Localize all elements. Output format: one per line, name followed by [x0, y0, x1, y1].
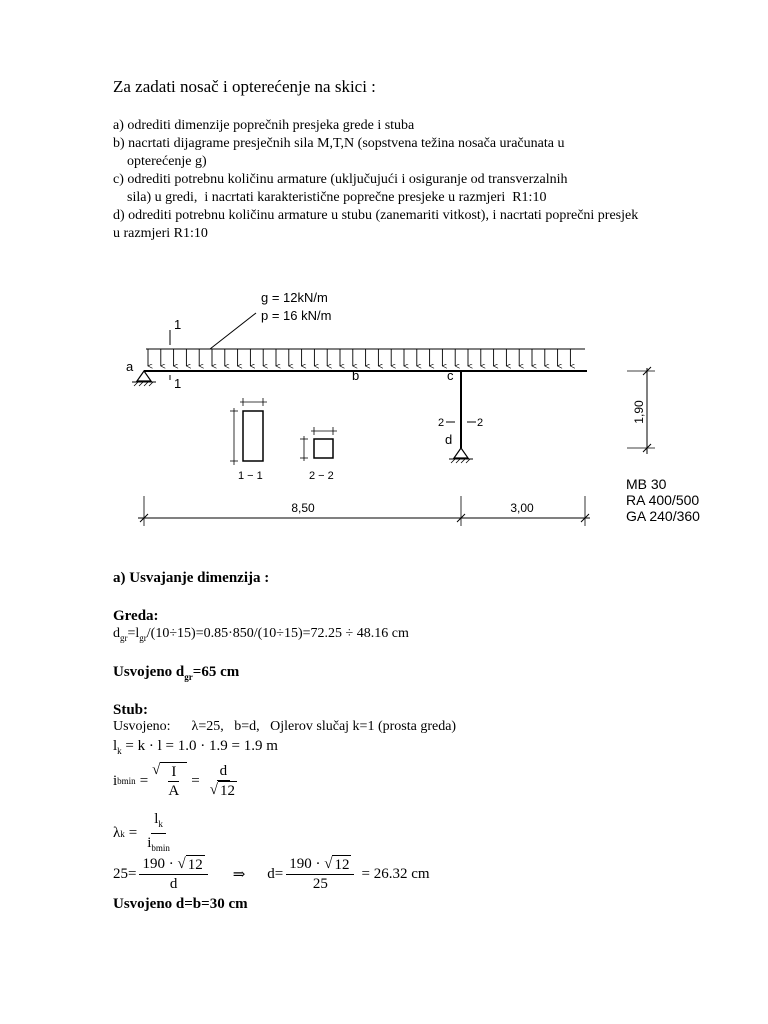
- section-2-right-label: 2: [477, 417, 484, 429]
- task-b: b) nacrtati dijagrame presječnih sila M,T,N (sopstvena težina nosača uračunata u: [113, 136, 565, 151]
- structure-figure: [0, 270, 768, 540]
- load-leader-line: [210, 313, 256, 349]
- stub-adopted-line: Usvojeno: λ=25, b=d, Ojlerov slučaj k=1 (prosta greda): [113, 719, 457, 734]
- lk-formula: $l_k = k \cdot l = 1.0 \cdot 1.9 = 1.9$ m: [113, 738, 278, 756]
- material-ga: GA 240/360: [626, 508, 700, 524]
- task-d-cont: u razmjeri R1:10: [113, 226, 208, 241]
- load-g-label: g = 12kN/m: [261, 290, 328, 305]
- point-b-label: b: [352, 368, 360, 383]
- cs1-label: 1 − 1: [238, 470, 263, 482]
- point-a-label: a: [126, 359, 134, 374]
- point-d-label: d: [445, 432, 453, 447]
- stub-final: Usvojeno d=b=30 cm: [113, 896, 248, 912]
- task-a: a) odrediti dimenzije poprečnih presjeka grede i stuba: [113, 118, 415, 133]
- section-2-left-label: 2: [438, 417, 445, 429]
- section-1-top-label: 1: [174, 317, 182, 332]
- task-c-cont: sila) u gredi, i nacrtati karakteristične poprečne presjeke u razmjeri R1:10: [113, 190, 547, 205]
- span-1-label: 8,50: [291, 501, 315, 515]
- distributed-load: [146, 349, 585, 366]
- page-title: Za zadati nosač i opterećenje na skici :: [113, 77, 376, 96]
- task-b-cont: opterećenje g): [113, 154, 207, 169]
- point-c-label: c: [447, 368, 454, 383]
- cross-section-1-1: [230, 398, 267, 465]
- radius-formula: i bmin = √ $\frac{I}{A}$ = d √ 12: [113, 762, 235, 799]
- section-1-bottom-label: 1: [174, 376, 182, 391]
- task-c: c) odrediti potrebnu količinu armature (uključujući i osiguranje od transverzalnih: [113, 172, 568, 187]
- pin-support-a: [132, 371, 156, 386]
- section-a-heading: a) Usvajanje dimenzija :: [113, 570, 270, 586]
- greda-formula: $d_{gr}=l_{gr}/(10\div 15)=0.85\cdot 850/(10\div 15)=72.25 \div 48.16$ cm: [113, 626, 409, 643]
- material-ra: RA 400/500: [626, 492, 700, 508]
- column-height-label: 1,90: [632, 400, 646, 424]
- greda-heading: Greda:: [113, 608, 159, 624]
- greda-adopted: Usvojeno $d_{gr}=65$ cm: [113, 664, 240, 682]
- pin-support-d: [449, 448, 473, 463]
- load-p-label: p = 16 kN/m: [261, 308, 332, 323]
- task-d: d) odrediti potrebnu količinu armature u stubu (zanemariti vitkost), i nacrtati poprečni presjek: [113, 208, 639, 223]
- depth-formula: 25= 190 · √ 12 d ⇒ d= 190 · √ 12 25 = 26.32 cm: [113, 856, 430, 892]
- stub-heading: Stub:: [113, 702, 149, 718]
- material-concrete: MB 30: [626, 476, 667, 492]
- span-2-label: 3,00: [510, 501, 534, 515]
- slenderness-formula: λ k = $\frac{l_k}{i_{bmin}}$: [113, 811, 170, 853]
- cs2-label: 2 − 2: [309, 470, 334, 482]
- cross-section-2-2: [300, 427, 337, 461]
